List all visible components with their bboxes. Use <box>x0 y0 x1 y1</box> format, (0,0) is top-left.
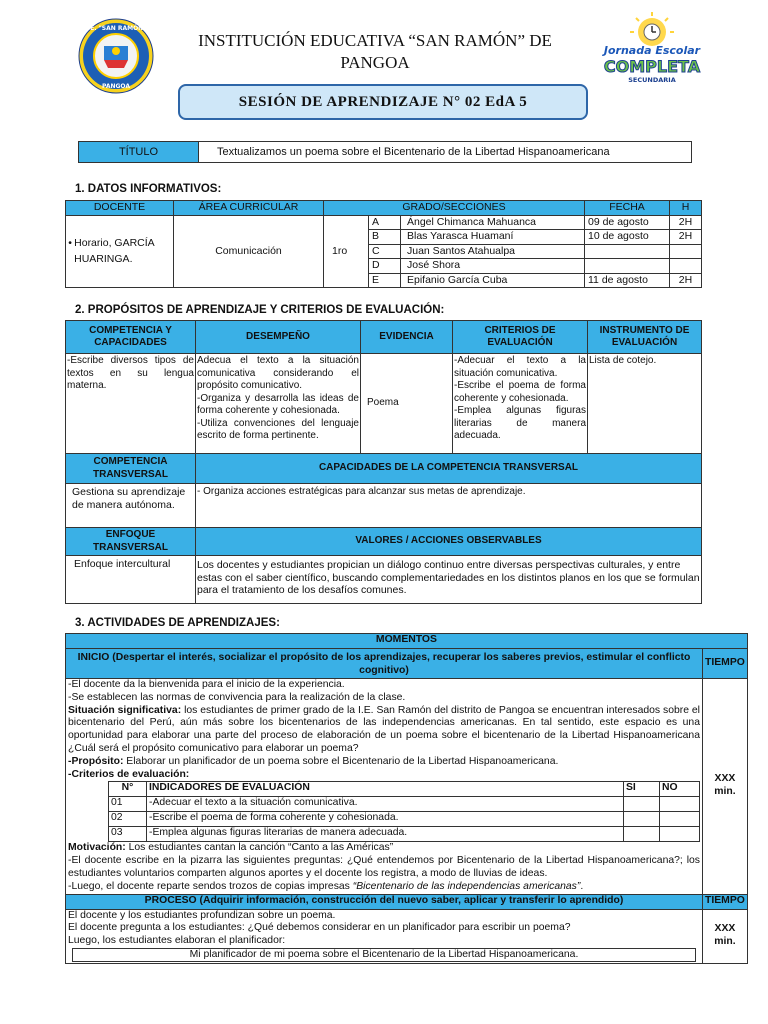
proceso-header: PROCESO (Adquirir información, construcción del nuevo saber, aplicar y transferir lo aprendido) <box>66 894 703 909</box>
section-2-heading: 2. PROPÓSITOS DE APRENDIZAJE Y CRITERIOS DE EVALUACIÓN: <box>75 304 445 316</box>
svg-text:I.E. "SAN RAMÓN": I.E. "SAN RAMÓN" <box>85 25 147 32</box>
luego-italic: “Bicentenario de las independencias americanas” <box>352 880 581 892</box>
ind-si[interactable] <box>624 827 660 842</box>
title-value: Textualizamos un poema sobre el Bicentenario de la Libertad Hispanoamericana <box>199 142 692 163</box>
inicio-line: -El docente da la bienvenida para el inicio de la experiencia. <box>68 679 345 690</box>
situacion-paragraph <box>68 705 700 756</box>
col-desempeno: DESEMPEÑO <box>196 321 361 354</box>
grado-cell: 1ro <box>324 215 369 288</box>
transversal-capacidades-header: CAPACIDADES DE LA COMPETENCIA TRANSVERSAL <box>196 454 702 484</box>
title-label: TÍTULO <box>79 142 199 163</box>
ind-text: -Escribe el poema de forma coherente y cohesionada. <box>147 812 624 827</box>
h-cell: 2H <box>670 230 702 245</box>
desempeno-cell <box>196 354 361 454</box>
sec-cell: C <box>369 244 401 259</box>
proposito-text: Elaborar un planificador de un poema sobre el Bicentenario de la Libertad Hispanoamericana. <box>123 755 559 767</box>
ind-col-no: NO <box>660 782 700 797</box>
col-fecha: FECHA <box>585 201 670 216</box>
criterios-label: -Criterios de evaluación: <box>68 768 190 780</box>
student-name: Blas Yarasca Huamaní <box>401 230 585 245</box>
evidencia-cell: Poema <box>361 354 453 454</box>
criterio-line: -Escribe el poema de forma coherente y cohesionada. <box>454 380 586 404</box>
motivacion-paragraph <box>68 842 700 855</box>
proceso-line: Luego, los estudiantes elaboran el planificador: <box>68 935 286 947</box>
h-cell <box>670 259 702 274</box>
inicio-content <box>66 679 703 895</box>
valores-cell: Los docentes y estudiantes propician un diálogo continuo entre diversas perspectivas culturales, y entre estas con el saber científico, buscando complementariedades en los distintos planos en los que se formulan para el tratamiento de los desafíos comunes. <box>196 556 702 604</box>
section-3-heading: 3. ACTIVIDADES DE APRENDIZAJES: <box>75 617 280 629</box>
desempeno-line: -Organiza y desarrolla las ideas de forma coherente y cohesionada. <box>197 392 359 416</box>
enfoque-cell: Enfoque intercultural <box>66 556 196 604</box>
ind-n: 03 <box>109 827 147 842</box>
competencia-cell: -Escribe diversos tipos de textos en su lengua materna. <box>66 354 196 454</box>
ind-si[interactable] <box>624 812 660 827</box>
enfoque-header: ENFOQUE TRANSVERSAL <box>66 528 196 556</box>
svg-text:COMPLETA: COMPLETA <box>603 57 701 76</box>
propositos-table <box>65 320 702 604</box>
h-cell: 2H <box>670 215 702 230</box>
bullet-icon: • <box>68 237 72 250</box>
ind-n: 01 <box>109 797 147 812</box>
luego-paragraph <box>68 881 700 894</box>
proceso-line: El docente y los estudiantes profundizan sobre un poema. <box>68 909 336 921</box>
desempeno-line: Adecua el texto a la situación comunicativa considerando el propósito comunicativo. <box>197 355 359 391</box>
col-grado: GRADO/SECCIONES <box>324 201 585 216</box>
fecha-cell: 09 de agosto <box>585 215 670 230</box>
motivacion-label: Motivación: <box>68 842 126 854</box>
svg-text:SECUNDARIA: SECUNDARIA <box>628 76 676 84</box>
planificador-title: Mi planificador de mi poema sobre el Bicentenario de la Libertad Hispanoamericana. <box>72 948 696 962</box>
institution-title: INSTITUCIÓN EDUCATIVA “SAN RAMÓN” DE PANGOA <box>198 31 552 72</box>
criterio-line: -Emplea algunas figuras literarias de manera adecuada. <box>454 405 586 441</box>
col-area: ÁREA CURRICULAR <box>174 201 324 216</box>
svg-text:Jornada Escolar: Jornada Escolar <box>603 44 701 57</box>
luego-text: -Luego, el docente reparte sendos trozos de copias impresas <box>68 880 353 892</box>
inicio-header: INICIO (Despertar el interés, socializar el propósito de los aprendizajes, recuperar los saberes previos, estimular el conflicto cognitivo) <box>66 649 703 679</box>
ind-text: -Adecuar el texto a la situación comunicativa. <box>147 797 624 812</box>
h-cell <box>670 244 702 259</box>
jec-logo <box>592 10 712 85</box>
proceso-line: El docente pregunta a los estudiantes: ¿Qué debemos considerar en un planificador para escribir un poema? <box>68 922 571 934</box>
fecha-cell: 10 de agosto <box>585 230 670 245</box>
motivacion-text: Los estudiantes cantan la canción “Canto a las Américas” <box>125 842 394 854</box>
situacion-label: Situación significativa: <box>68 704 182 716</box>
ind-col-ind: INDICADORES DE EVALUACIÓN <box>147 782 624 797</box>
docente-cell <box>66 215 174 288</box>
title-table <box>78 141 692 163</box>
ind-col-si: SI <box>624 782 660 797</box>
proposito-label: -Propósito: <box>68 755 124 767</box>
svg-text:PANGOA: PANGOA <box>101 83 131 90</box>
ind-no[interactable] <box>660 797 700 812</box>
situacion-text: los estudiantes de primer grado de la I.E. San Ramón del distrito de Pangoa se encuentran interesados sobre el bicentenario del Perú, aún más sobre los bicentenarios de las independencias americanas. En tal sentido, este espacio es una oportunidad para elaborar una parte del proceso de elaboración de un poema sobre el bicentenario de la Libertad Hispanoamericana ¿Cuál será el propósito comunicativo para elaborar un poema? <box>68 704 700 754</box>
valores-header: VALORES / ACCIONES OBSERVABLES <box>196 528 702 556</box>
student-name: José Shora <box>401 259 585 274</box>
sec-cell: D <box>369 259 401 274</box>
col-evidencia: EVIDENCIA <box>361 321 453 354</box>
fecha-cell <box>585 259 670 274</box>
docente-name: Horario, GARCÍA HUARINGA. <box>74 237 155 266</box>
ind-n: 02 <box>109 812 147 827</box>
proposito-paragraph <box>68 756 700 769</box>
col-competencia: COMPETENCIA Y CAPACIDADES <box>66 321 196 354</box>
tiempo-header: TIEMPO <box>703 649 748 679</box>
school-logo <box>78 18 154 94</box>
transversal-capacidad-cell: - Organiza acciones estratégicas para alcanzar sus metas de aprendizaje. <box>196 484 702 528</box>
sec-cell: E <box>369 273 401 288</box>
student-name: Ángel Chimanca Mahuanca <box>401 215 585 230</box>
proceso-content <box>66 909 703 963</box>
session-title: SESIÓN DE APRENDIZAJE N° 02 EdA 5 <box>178 84 588 120</box>
section-1-heading: 1. DATOS INFORMATIVOS: <box>75 183 222 195</box>
actividades-table <box>65 633 748 964</box>
desempeno-line: -Utiliza convenciones del lenguaje escrito de forma pertinente. <box>197 417 359 441</box>
luego-end: . <box>580 880 584 892</box>
inicio-line: -Se establecen las normas de convivencia para la realización de la clase. <box>68 691 406 703</box>
proceso-time: XXX min. <box>703 909 748 963</box>
criterios-cell <box>453 354 588 454</box>
fecha-cell <box>585 244 670 259</box>
h-cell: 2H <box>670 273 702 288</box>
col-h: H <box>670 201 702 216</box>
ind-si[interactable] <box>624 797 660 812</box>
indicadores-table <box>108 781 700 842</box>
ind-text: -Emplea algunas figuras literarias de manera adecuada. <box>147 827 624 842</box>
instrumento-cell: Lista de cotejo. <box>588 354 702 454</box>
sec-cell: A <box>369 215 401 230</box>
ind-no[interactable] <box>660 812 700 827</box>
ind-no[interactable] <box>660 827 700 842</box>
area-cell: Comunicación <box>174 215 324 288</box>
sec-cell: B <box>369 230 401 245</box>
datos-table <box>65 200 702 288</box>
criterio-line: -Adecuar el texto a la situación comunicativa. <box>454 355 586 379</box>
col-criterios: CRITERIOS DE EVALUACIÓN <box>453 321 588 354</box>
inicio-time: XXX min. <box>703 679 748 895</box>
momentos-header: MOMENTOS <box>66 634 748 649</box>
tiempo-header-2: TIEMPO <box>703 894 748 909</box>
transversal-header: COMPETENCIA TRANSVERSAL <box>66 454 196 484</box>
col-docente: DOCENTE <box>66 201 174 216</box>
student-name: Epifanio García Cuba <box>401 273 585 288</box>
ind-col-n: N° <box>109 782 147 797</box>
student-name: Juan Santos Atahualpa <box>401 244 585 259</box>
col-instrumento: INSTRUMENTO DE EVALUACIÓN <box>588 321 702 354</box>
transversal-cell: Gestiona su aprendizaje de manera autónoma. <box>66 484 196 528</box>
pizarra-paragraph: -El docente escribe en la pizarra las siguientes preguntas: ¿Qué entendemos por Bicentenario de la Libertad Hispanoamericana?; los estudiantes voluntarios comparten algunos aportes y el docente los registra, a modo de lluvias de ideas. <box>68 855 700 879</box>
fecha-cell: 11 de agosto <box>585 273 670 288</box>
